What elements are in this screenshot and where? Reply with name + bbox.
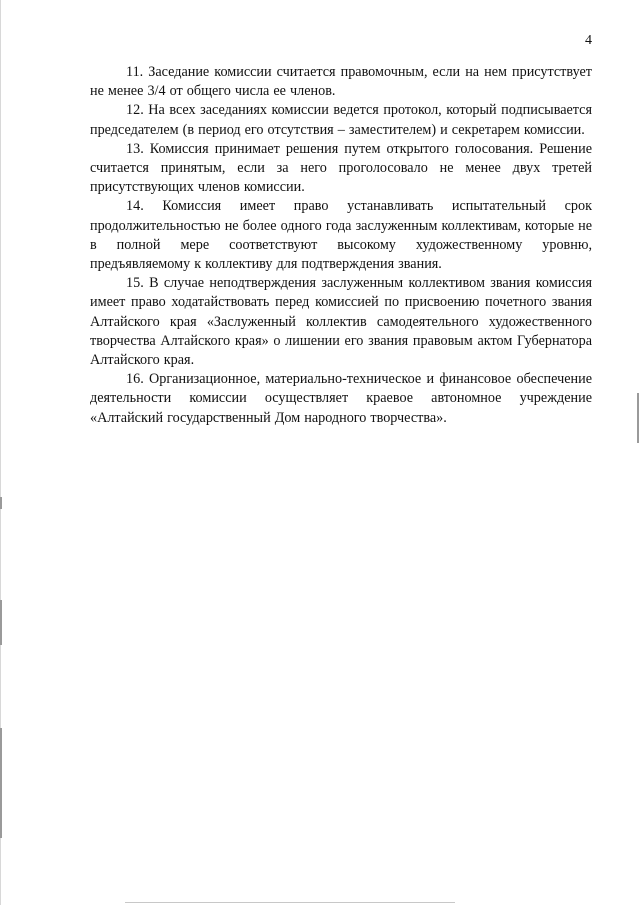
paragraph-16: 16. Организационное, материально-техническое и финансовое обеспечение деятельности комиссии осуществляет краевое автономное учреждение «Алтайский государственный Дом народного творчества».: [90, 371, 592, 426]
paragraph-13: 13. Комиссия принимает решения путем открытого голосования. Решение считается принятым, если за него проголосовало не менее двух третей присутствующих членов комиссии.: [90, 140, 592, 196]
scan-edge-mark: [125, 902, 455, 903]
paragraph-14: 14. Комиссия имеет право устанавливать испытательный срок продолжительностью не более одного года заслуженным коллективам, которые не в полной мере соответствуют высокому художественному уровню, предъявляемому к коллективу для подтверждения звания.: [90, 198, 592, 273]
scan-edge-mark: [0, 728, 2, 838]
scan-edge-mark: [637, 393, 639, 443]
page-number: 4: [585, 33, 592, 48]
paragraph-15: 15. В случае неподтверждения заслуженным коллективом звания комиссия имеет право ходатайствовать перед комиссией по присвоению почетного звания Алтайского края «Заслуженный коллектив самодеятельного художественного творчества Алтайского края» о лишении его звания правовым актом Губернатора Алтайского края.: [90, 275, 592, 369]
paragraph-11: 11. Заседание комиссии считается правомочным, если на нем присутствует не менее 3/4 от общего числа ее членов.: [90, 64, 592, 100]
paragraph-12: 12. На всех заседаниях комиссии ведется протокол, который подписывается председателем (в период его отсутствия – заместителем) и секретарем комиссии.: [90, 102, 592, 138]
scan-edge-mark: [0, 600, 2, 645]
scan-edge-mark: [0, 497, 2, 509]
document-body: [90, 63, 592, 428]
